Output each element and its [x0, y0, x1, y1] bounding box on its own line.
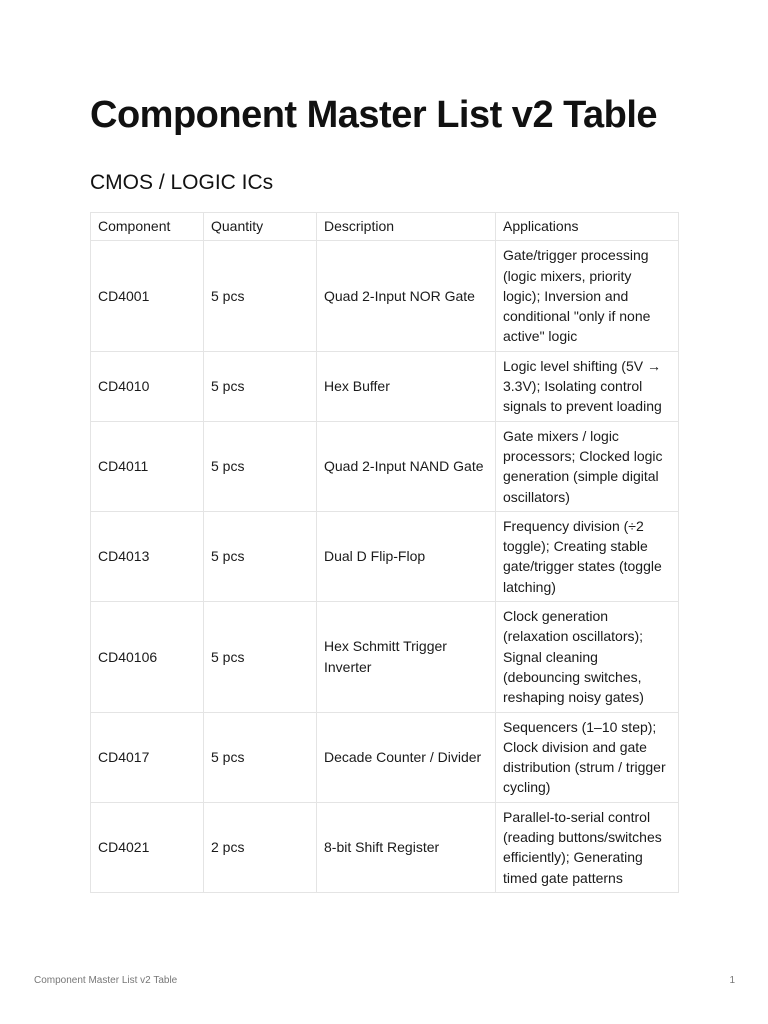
quantity-cell: 5 pcs [204, 241, 317, 351]
component-cell: CD4021 [91, 802, 204, 892]
component-cell: CD4010 [91, 351, 204, 421]
page-number: 1 [729, 975, 735, 986]
component-cell: CD4013 [91, 511, 204, 601]
description-cell: Hex Schmitt Trigger Inverter [317, 602, 496, 712]
footer-title: Component Master List v2 Table [34, 975, 178, 986]
quantity-cell: 5 pcs [204, 602, 317, 712]
applications-cell: Parallel-to-serial control (reading buttons/switches efficiently); Generating timed gate patterns [496, 802, 679, 892]
applications-cell: Sequencers (1–10 step); Clock division and gate distribution (strum / trigger cycling) [496, 712, 679, 802]
header-description: Description [317, 213, 496, 241]
description-cell: Quad 2-Input NAND Gate [317, 421, 496, 511]
quantity-cell: 2 pcs [204, 802, 317, 892]
table-row [91, 602, 679, 712]
quantity-cell: 5 pcs [204, 511, 317, 601]
section-heading: CMOS / LOGIC ICs [90, 171, 274, 194]
component-cell: CD4017 [91, 712, 204, 802]
applications-cell: Gate/trigger processing (logic mixers, priority logic); Inversion and conditional "only if none active" logic [496, 241, 679, 351]
quantity-cell: 5 pcs [204, 421, 317, 511]
applications-cell: Gate mixers / logic processors; Clocked logic generation (simple digital oscillators) [496, 421, 679, 511]
component-cell: CD40106 [91, 602, 204, 712]
page-title: Component Master List v2 Table [90, 94, 658, 136]
table-row [91, 241, 679, 351]
table-row [91, 712, 679, 802]
quantity-cell: 5 pcs [204, 712, 317, 802]
description-cell: Hex Buffer [317, 351, 496, 421]
applications-cell: Clock generation (relaxation oscillators); Signal cleaning (debouncing switches, reshaping noisy gates) [496, 602, 679, 712]
components-table [90, 212, 679, 893]
description-cell: Dual D Flip-Flop [317, 511, 496, 601]
header-component: Component [91, 213, 204, 241]
table-row [91, 421, 679, 511]
table-header-row [91, 213, 679, 241]
description-cell: Decade Counter / Divider [317, 712, 496, 802]
table-row [91, 351, 679, 421]
component-cell: CD4001 [91, 241, 204, 351]
table-row [91, 802, 679, 892]
applications-cell: Frequency division (÷2 toggle); Creating stable gate/trigger states (toggle latching) [496, 511, 679, 601]
quantity-cell: 5 pcs [204, 351, 317, 421]
component-cell: CD4011 [91, 421, 204, 511]
applications-cell: Logic level shifting (5V → 3.3V); Isolating control signals to prevent loading [496, 351, 679, 421]
table-row [91, 511, 679, 601]
description-cell: 8-bit Shift Register [317, 802, 496, 892]
header-applications: Applications [496, 213, 679, 241]
description-cell: Quad 2-Input NOR Gate [317, 241, 496, 351]
header-quantity: Quantity [204, 213, 317, 241]
